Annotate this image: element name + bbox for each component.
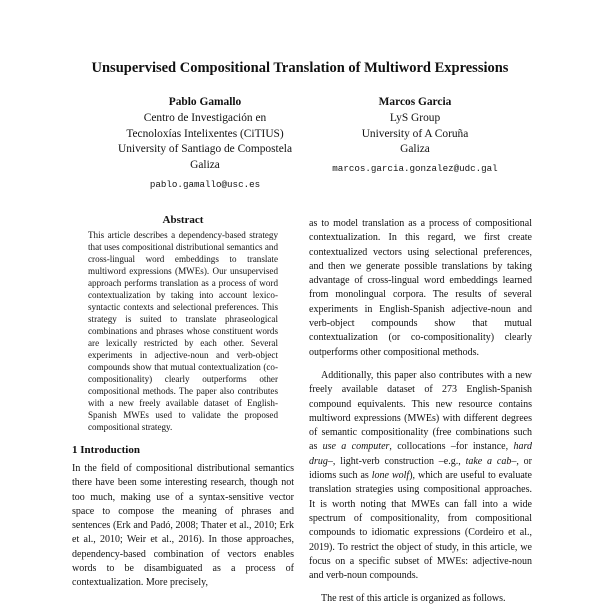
text-run: Additionally, this paper also contributes with a new freely available dataset of 273 English-Spanish compound equivalents. This new resource contains multiword expressions (MWEs) with different degrees of semantic compositionality (free combinations such as [309,369,532,453]
author-block-garcia [300,95,530,177]
body-paragraph: The rest of this article is organized as follows. [321,593,506,605]
left-column [72,214,294,591]
abstract-text: This article describes a dependency-based strategy that uses compositional distributional semantics and cross-lingual word embeddings to translate multiword expressions (MWEs). Our unsupervised approach performs translation as a process of word contextualization by taking into account lexico-syntactic contexts and selectional preferences. This strategy is suited to translate phraseological combinations and phrases whose constituent words are lexically restricted by each other. Several experiments in adjective-noun and verb-object compounds show that mutual contextualization (co-compositionality) clearly outperforms other compositional methods. The paper also contributes with a new freely available dataset of English-Spanish MWEs used to validate the proposed compositional strategy. [88,230,278,432]
body-paragraph: as to model translation as a process of compositional contextualization. In this regard, we first create contextualized vectors using selectional preferences, and then we generate possible translations by taking advantage of cross-lingual word embeddings learned from monolingual corpora. The results of several experiments in English-Spanish adjective-noun and verb-object compounds show that mutual contextualization (or co-compositionality) clearly outperforms other compositional methods. [309,218,532,358]
introduction-paragraph: In the field of compositional distributional semantics there have been some interesting research, though not too much, making use of a syntax-sensitive vector space to compose the meaning of phrases and sentences (Erk and Padó, 2008; Thater et al., 2010; Erk et al., 2010; Weir et al., 2016). In those approaches, dependency-based combination of vectors enables words to be disambiguated as a process of contextualization. More precisely, [72,463,294,589]
author-affiliation-line: LyS Group [389,111,441,124]
example-phrase: take a cab [465,455,512,467]
author-affiliation-line: Galiza [400,143,430,156]
paper-title: Unsupervised Compositional Translation of Multiword Expressions [91,60,509,76]
example-phrase: lone wolf [371,470,410,482]
author-affiliation-line: Tecnoloxías Intelixentes (CiTIUS) [126,127,284,140]
author-affiliation-line: University of Santiago de Compostela [118,143,292,156]
text-run: –, or idioms such as [309,455,532,482]
example-phrase: use a computer [322,441,390,453]
author-affiliation-line: University of A Coruña [361,127,469,140]
author-name: Pablo Gamallo [168,96,242,108]
section-heading-introduction: 1 Introduction [72,444,140,456]
author-name: Marcos Garcia [378,96,452,108]
text-run: –, light-verb construction –e.g., [327,455,466,467]
right-column [309,217,532,607]
author-block-gamallo [95,95,315,193]
author-email: pablo.gamallo@usc.es [149,178,261,190]
author-affiliation-line: Centro de Investigación en [143,111,267,124]
example-phrase: hard drug [309,441,532,467]
abstract-heading: Abstract [162,214,204,226]
text-run: , collocations –for instance, [389,441,514,453]
author-email: marcos.garcia.gonzalez@udc.gal [332,163,498,175]
body-paragraph-dataset [309,369,532,583]
author-affiliation-line: Galiza [190,159,220,172]
text-run: ), which are useful to evaluate translation strategies using compositional approaches. It is worth noting that MWEs can fall into a wide spectrum of compositionality, from compositional compounds to idiomatic expressions (Cordeiro et al., 2019). To restrict the object of study, in this article, we focus on a specific subset of MWEs: adjective-noun and verb-noun compounds. [309,470,532,582]
